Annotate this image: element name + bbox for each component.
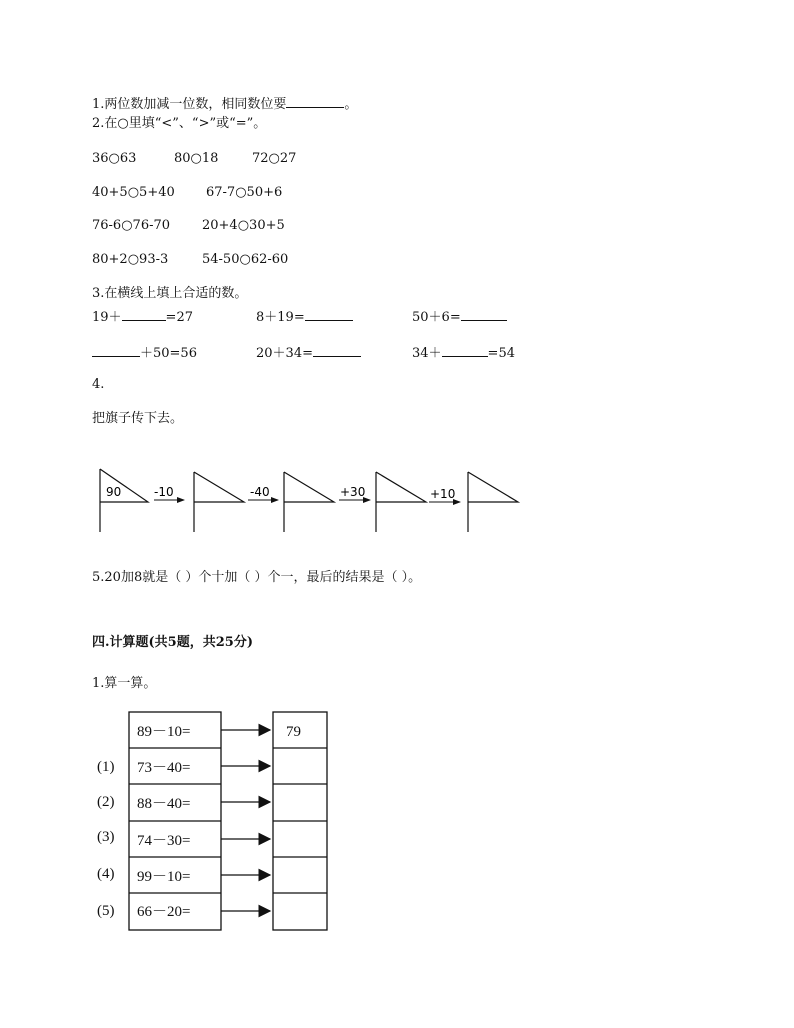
fill-item-before: 34＋ xyxy=(412,346,442,361)
compare-item: 40+5○5+40 xyxy=(92,185,175,200)
question-5: 5.20加8就是（ ）个十加（ ）个一，最后的结果是（ ）。 xyxy=(92,570,422,585)
expression-cell: 73－40= xyxy=(137,760,191,776)
row-label: (3) xyxy=(97,829,115,845)
fill-item-after: ＋50=56 xyxy=(140,346,197,361)
flag-4 xyxy=(376,472,426,532)
answer-blank[interactable] xyxy=(461,307,507,321)
fill-item-before: 20＋34= xyxy=(256,346,313,361)
compare-item: 67-7○50+6 xyxy=(206,185,283,200)
answer-cell[interactable] xyxy=(274,893,326,927)
operation-label: +30 xyxy=(340,485,366,499)
fill-item-after: =54 xyxy=(487,346,515,361)
expression-cell: 74－30= xyxy=(137,833,191,849)
fill-item-before: 19＋ xyxy=(92,310,122,325)
answer-cell[interactable] xyxy=(274,784,326,818)
question-1 xyxy=(92,94,357,113)
expression-cell: 66－20= xyxy=(137,904,191,920)
answer-cell[interactable] xyxy=(274,857,326,891)
flag-2 xyxy=(194,472,244,532)
operation-label: -40 xyxy=(250,485,270,499)
compare-item: 80○18 xyxy=(174,151,219,166)
expression-cell: 89－10= xyxy=(137,724,191,740)
flag-chain-diagram xyxy=(90,462,530,542)
question-1-end: 。 xyxy=(344,97,358,112)
row-label: (4) xyxy=(97,866,115,882)
answer-blank[interactable] xyxy=(122,307,166,321)
question-4-number: 4. xyxy=(92,377,105,392)
section-heading: 四.计算题(共5题，共25分) xyxy=(92,635,253,650)
compare-item: 72○27 xyxy=(252,151,297,166)
fill-item xyxy=(256,307,353,326)
answer-blank[interactable] xyxy=(305,307,353,321)
answer-blank[interactable] xyxy=(286,94,344,108)
fill-item xyxy=(92,307,193,326)
compare-item: 80+2○93-3 xyxy=(92,252,169,267)
answer-cell[interactable] xyxy=(274,821,326,855)
question-3-title: 3.在横线上填上合适的数。 xyxy=(92,286,248,301)
compare-item: 36○63 xyxy=(92,151,137,166)
answer-blank[interactable] xyxy=(92,343,140,357)
answer-cell: 79 xyxy=(286,724,301,740)
flag-1-value: 90 xyxy=(106,485,122,499)
answer-cell[interactable] xyxy=(274,748,326,782)
fill-item xyxy=(412,343,515,362)
operation-label: -10 xyxy=(154,485,174,499)
fill-item-after: =27 xyxy=(165,310,193,325)
question-1-text: 1.两位数加减一位数，相同数位要 xyxy=(92,97,287,112)
flag-1 xyxy=(100,469,148,532)
compare-item: 20+4○30+5 xyxy=(202,218,285,233)
section-4-question-1: 1.算一算。 xyxy=(92,676,157,691)
row-label: (1) xyxy=(97,759,115,775)
fill-item xyxy=(412,307,507,326)
row-label: (5) xyxy=(97,903,115,919)
fill-item-before: 50＋6= xyxy=(412,310,461,325)
fill-item-before: 8＋19= xyxy=(256,310,305,325)
compare-item: 76-6○76-70 xyxy=(92,218,171,233)
expression-cell: 88－40= xyxy=(137,796,191,812)
question-4-instruction: 把旗子传下去。 xyxy=(92,411,184,426)
flag-5 xyxy=(468,472,518,532)
answer-blank[interactable] xyxy=(313,343,361,357)
operation-label: +10 xyxy=(430,487,456,501)
expression-cell: 99－10= xyxy=(137,869,191,885)
question-2-title: 2.在○里填“<”、“>”或“=”。 xyxy=(92,116,267,131)
answer-blank[interactable] xyxy=(442,343,488,357)
flag-3 xyxy=(284,472,334,532)
fill-item xyxy=(92,343,197,362)
fill-item xyxy=(256,343,361,362)
compare-item: 54-50○62-60 xyxy=(202,252,289,267)
row-label: (2) xyxy=(97,794,115,810)
